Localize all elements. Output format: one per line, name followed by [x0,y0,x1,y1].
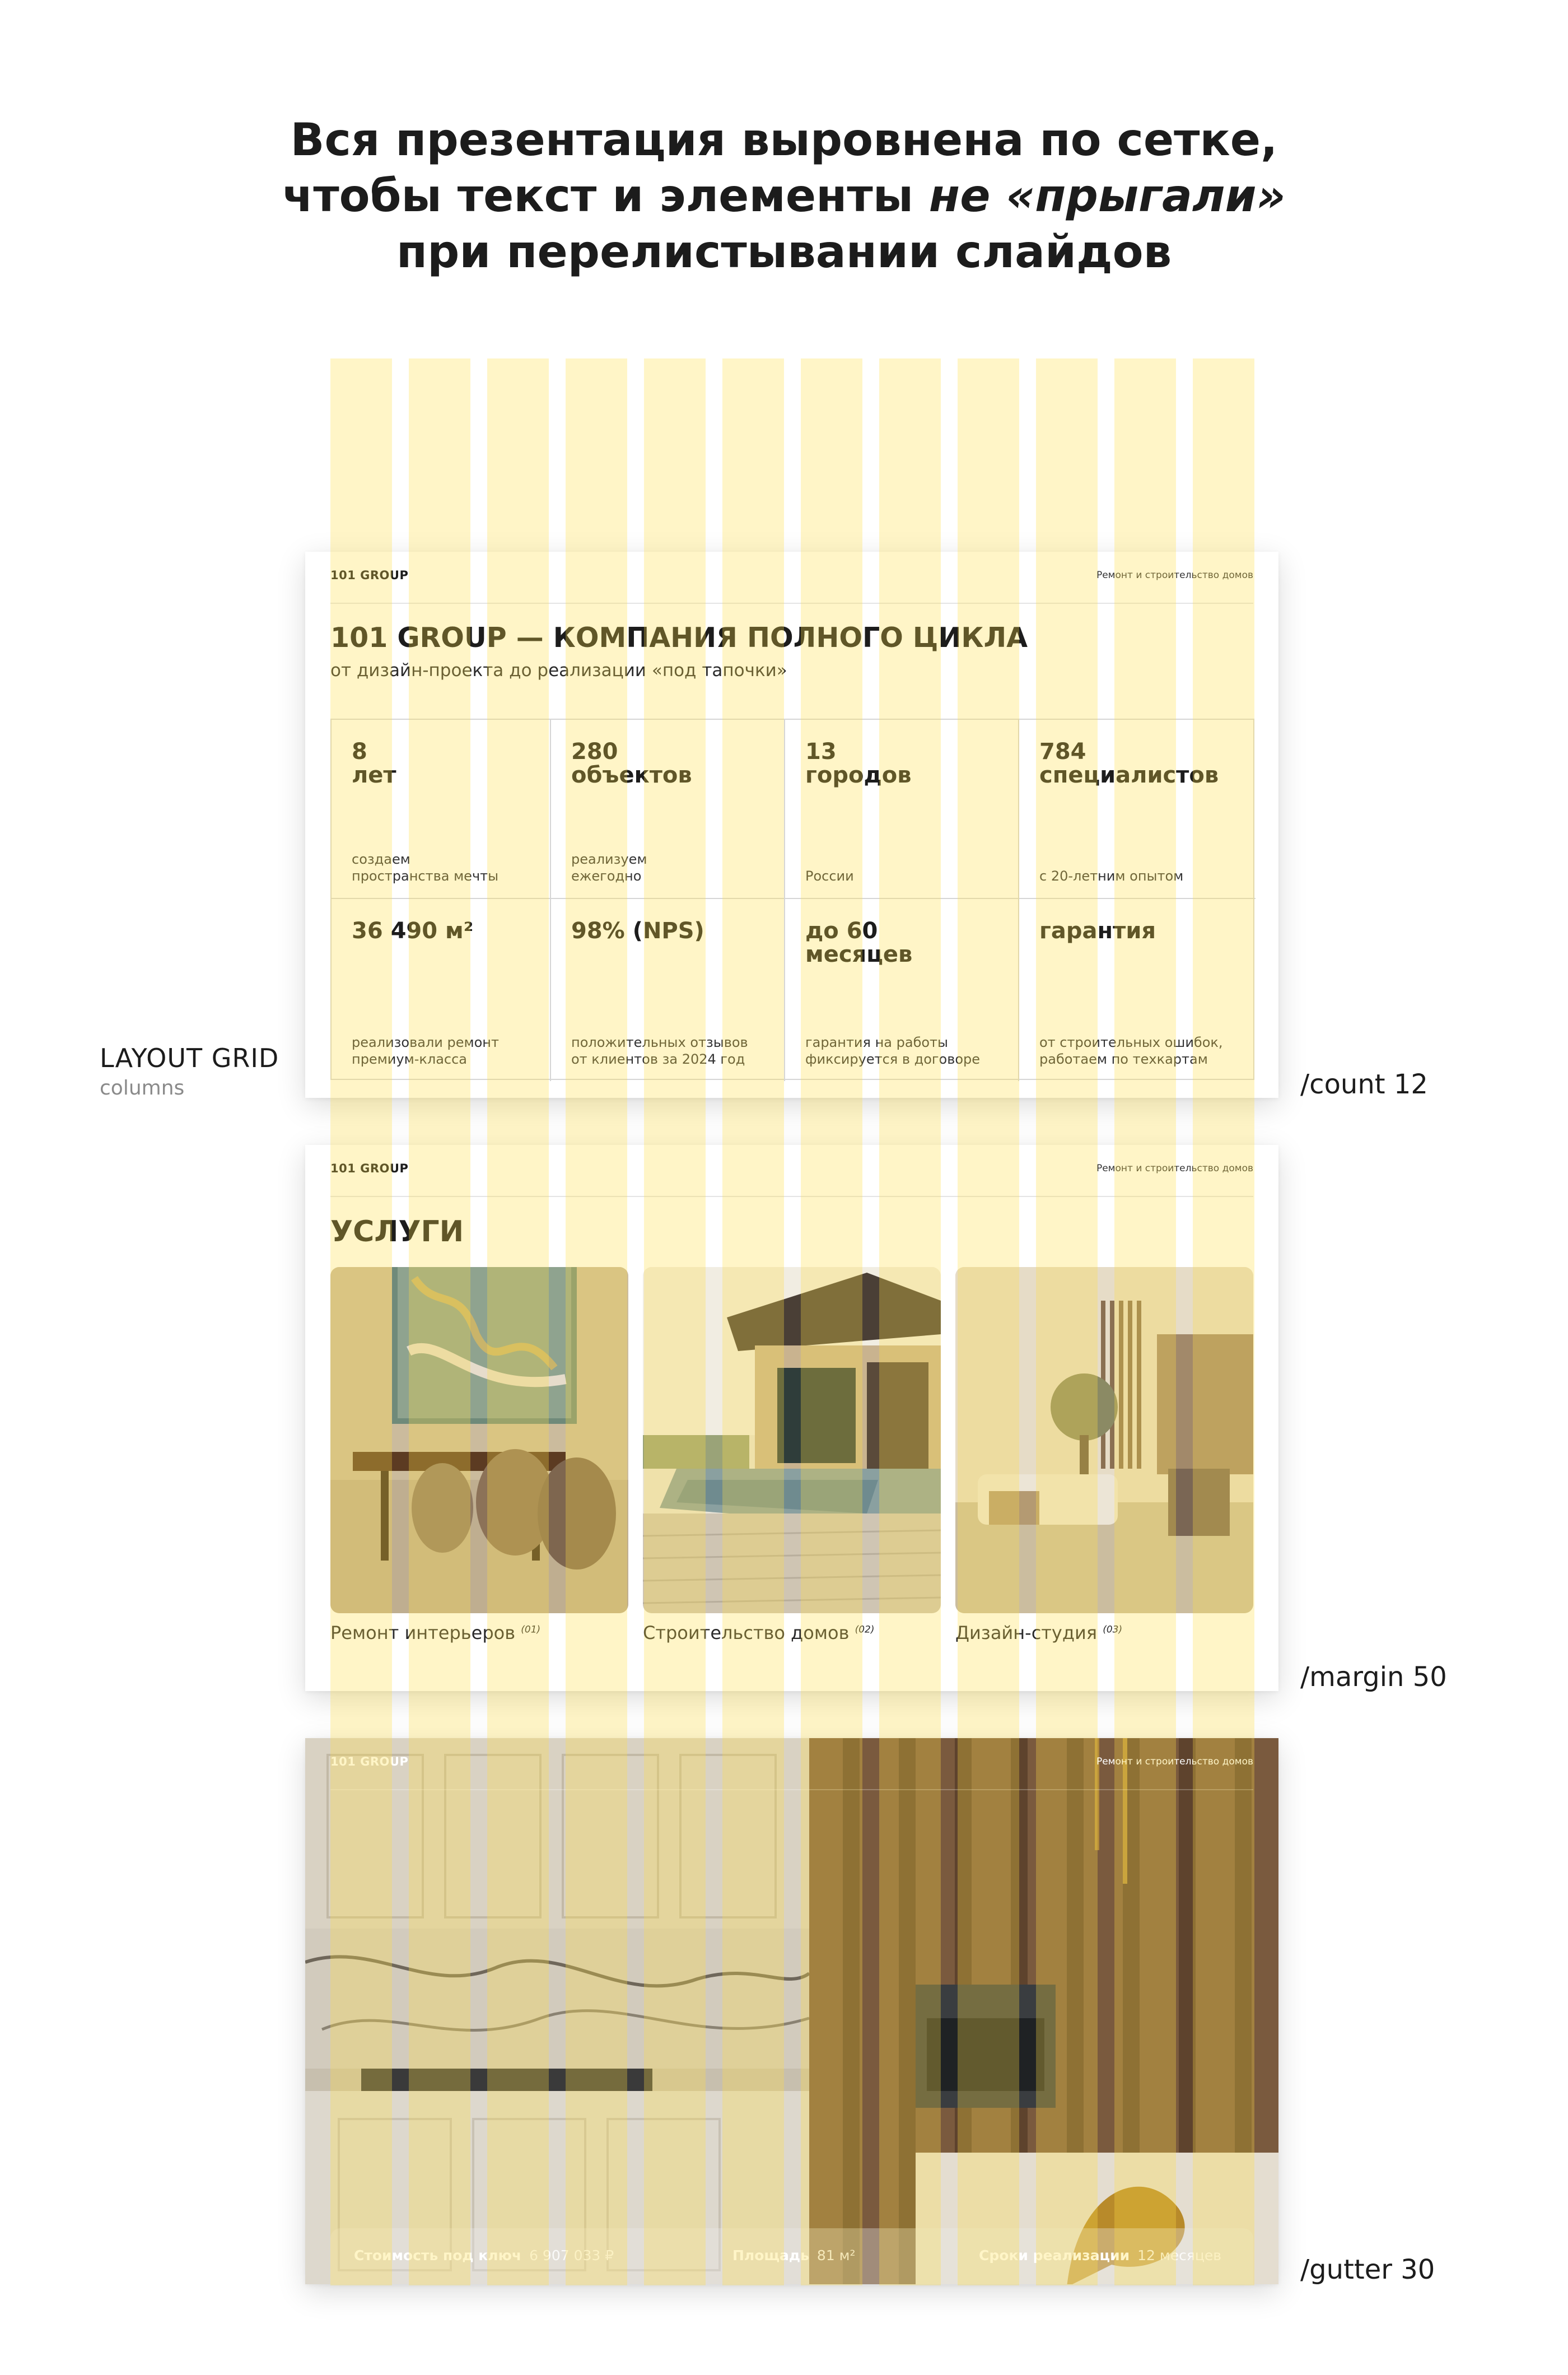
term-value: 12 месяцев [1137,2247,1222,2264]
stat-description: создаем пространства мечты [352,851,499,884]
headline-line-2-text: чтобы текст и элементы [282,170,929,222]
layout-grid-title: LAYOUT GRID [100,1043,279,1073]
logo: 101 GROUP [330,1755,409,1768]
slide-title: 101 GROUP — КОМПАНИЯ ПОЛНОГО ЦИКЛА [330,622,1028,654]
logo: 101 GROUP [330,569,409,582]
headline-line-2 [0,168,1568,224]
headline-line-1: Вся презентация выровнена по сетке, [290,114,1278,166]
stat-value: 13 городов [805,739,912,788]
slide-header [330,552,1253,604]
stat-description: от строительных ошибок, работаем по техкартам [1039,1035,1223,1067]
slide-tagline: Ремонт и строительство домов [1096,1756,1253,1767]
cost-info [354,2247,614,2264]
grid-margin-label: /margin 50 [1300,1661,1447,1693]
stat-cell [551,899,785,1081]
stat-value: гарантия [1039,918,1156,944]
area-info [732,2247,856,2264]
slide-company-overview [305,552,1278,1098]
stat-value: 8 лет [352,739,396,788]
page-headline [0,112,1568,280]
cost-value: 6 907 033 ₽ [529,2247,614,2264]
dining-room-image [330,1267,628,1613]
stat-description: реализуем ежегодно [571,851,647,884]
slide-subtitle: от дизайн-проекта до реализации «под тапочки» [330,660,787,681]
living-room-image [955,1267,1253,1613]
service-number: (03) [1103,1624,1123,1636]
slide-tagline: Ремонт и строительство домов [1096,570,1253,581]
service-image-design[interactable] [955,1267,1253,1613]
stat-description: гарантия на работы фиксируется в договоре [805,1035,981,1067]
service-image-interiors[interactable] [330,1267,628,1613]
stat-value: до 60 месяцев [805,918,913,967]
area-label: Площадь [732,2247,809,2264]
stat-value: 98% (NPS) [571,918,704,944]
stat-cell [551,720,785,899]
service-name: Дизайн-студия [955,1622,1098,1643]
stat-cell [785,720,1019,899]
layout-grid-subtitle: columns [100,1077,185,1100]
service-image-houses[interactable] [643,1267,941,1613]
logo: 101 GROUP [330,1162,409,1175]
headline-line-3: при перелистывании слайдов [396,226,1172,278]
stat-cell [332,720,551,899]
area-value: 81 м² [816,2247,856,2264]
grid-count-label: /count 12 [1300,1069,1428,1100]
slide-header [330,1145,1253,1197]
stat-value: 784 специалистов [1039,739,1219,788]
grid-gutter-label: /gutter 30 [1300,2254,1435,2285]
service-name: Строительство домов [643,1622,850,1643]
kitchen-photo [305,1738,1278,2284]
stat-cell [1019,899,1256,1081]
stat-value: 36 490 м² [352,918,474,944]
stat-value: 280 объектов [571,739,692,788]
service-number: (01) [521,1624,541,1636]
slide-project-kitchen [305,1738,1278,2284]
stat-description: России [805,868,854,884]
stat-description: реализовали ремонт премиум-класса [352,1035,499,1067]
term-label: Сроки реализации [979,2247,1130,2264]
stat-cell [1019,720,1256,899]
service-label-design[interactable] [955,1622,1122,1643]
service-name: Ремонт интерьеров [330,1622,516,1643]
stat-description: положительных отзывов от клиентов за 2024 год [571,1035,748,1067]
house-pool-image [643,1267,941,1613]
project-info-bar [330,2228,1253,2284]
slide-title: УСЛУГИ [330,1215,464,1249]
stat-description: с 20-летним опытом [1039,868,1184,884]
stat-cell [785,899,1019,1081]
cost-label: Стоимость под ключ [354,2247,522,2264]
stat-cell [332,899,551,1081]
service-label-houses[interactable] [643,1622,875,1643]
service-number: (02) [855,1624,875,1636]
stats-grid [330,719,1254,1080]
slide-services [305,1145,1278,1691]
term-info [979,2247,1221,2264]
slide-tagline: Ремонт и строительство домов [1096,1163,1253,1174]
headline-line-2-emphasis: не «прыгали» [928,170,1286,222]
slide-header [330,1738,1253,1790]
service-label-interiors[interactable] [330,1622,540,1643]
